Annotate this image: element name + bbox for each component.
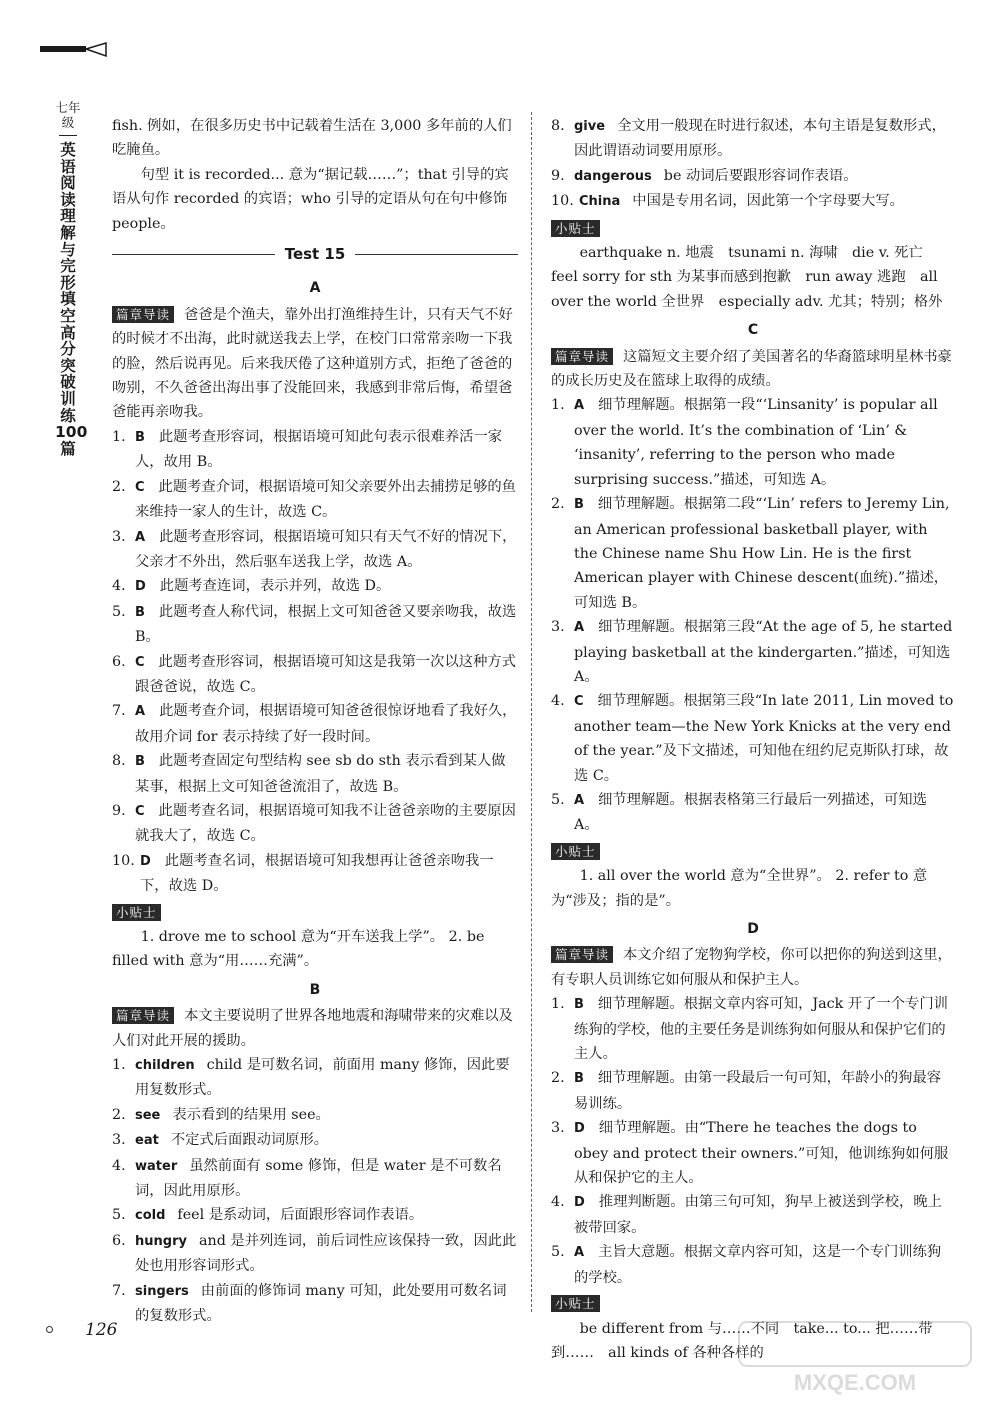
explanation: 细节理解题。根据第三段“At the age of 5, he started playing basketball at the kindergarten.”描述，可知选 A。 — [574, 619, 953, 685]
list-item — [112, 1103, 518, 1128]
item-number: 4. — [551, 693, 565, 710]
list-item — [112, 1053, 518, 1103]
answer-letter: B — [135, 754, 145, 770]
list-item — [551, 1190, 955, 1240]
answer-letter: C — [135, 654, 145, 670]
explanation: 细节理解题。根据第二段“‘Lin’ refers to Jeremy Lin, an American professional basketball player, with the Chinese name Shu How Lin. He is the first American player with Chinese descent(血统).”描述，可知选 B。 — [574, 496, 950, 611]
guide-badge: 篇章导读 — [112, 306, 174, 323]
tips-heading — [551, 1292, 955, 1316]
answer-letter: A — [574, 1245, 585, 1261]
item-number: 1. — [112, 428, 126, 445]
list-item — [551, 689, 955, 788]
intro-line: fish. 例如，在很多历史书中记载着生活在 3,000 多年前的人们吃腌鱼。 — [112, 118, 512, 159]
item-number: 2. — [112, 1106, 126, 1123]
page-number: 126 — [85, 1320, 118, 1340]
tips-text: earthquake n. 地震 tsunami n. 海啸 die v. 死亡 feel sorry for sth 为某事而感到抱歉 run away 逃跑 all over the world 全世界 especially adv. 尤其；特别；格外 — [551, 245, 943, 310]
answer-word: hungry — [135, 1233, 187, 1249]
test-heading — [112, 242, 518, 266]
explanation: child 是可数名词，前面用 many 修饰，因此要用复数形式。 — [135, 1057, 510, 1099]
sidebar-divider — [59, 135, 77, 136]
list-item — [112, 1128, 518, 1153]
answer-letter: D — [140, 853, 151, 869]
list-item — [112, 574, 518, 599]
item-number: 9. — [112, 802, 126, 819]
explanation: 此题考查形容词，根据语境可知此句表示很难养活一家人，故用 B。 — [135, 428, 503, 471]
section-heading-a: A — [309, 280, 321, 297]
list-item — [112, 1279, 518, 1329]
explanation: 主旨大意题。根据文章内容可知，这是一个专门训练狗的学校。 — [574, 1244, 942, 1286]
list-item — [112, 1203, 518, 1228]
answer-letter: B — [574, 497, 584, 513]
guide-badge: 篇章导读 — [112, 1007, 174, 1024]
answer-letter: A — [574, 792, 585, 808]
explanation: 表示看到的结果用 see。 — [172, 1106, 330, 1123]
list-item — [112, 849, 518, 899]
list-item — [551, 788, 955, 838]
answer-letter: A — [135, 704, 146, 720]
explanation: 细节理解题。根据表格第三行最后一列描述，可知选 A。 — [574, 791, 927, 834]
guide-paragraph — [112, 303, 518, 425]
test-title: Test 15 — [284, 245, 346, 264]
book-title: 英语阅读理解与完形填空高分突破训练100篇 — [55, 141, 88, 458]
explanation: 此题考查连词，表示并列，故选 D。 — [159, 578, 391, 595]
book-logo-icon — [40, 40, 108, 60]
item-number: 6. — [112, 653, 126, 670]
explanation: 推理判断题。由第三句可知，狗早上被送到学校，晚上被带回家。 — [574, 1194, 942, 1236]
list-item — [112, 475, 518, 525]
item-number: 5. — [112, 1207, 126, 1224]
right-column — [551, 114, 955, 1365]
list-item — [112, 799, 518, 849]
answer-word: water — [135, 1158, 178, 1174]
list-item — [551, 189, 955, 214]
tips-heading — [551, 840, 955, 864]
list-item — [112, 425, 518, 475]
guide-text: 本文主要说明了世界各地地震和海啸带来的灾难以及人们对此开展的援助。 — [112, 1008, 513, 1049]
heading-rule — [112, 254, 275, 255]
left-column — [112, 114, 518, 1329]
explanation: be 动词后要跟形容词作表语。 — [663, 167, 858, 184]
tips-badge: 小贴士 — [551, 220, 600, 237]
answer-word: see — [135, 1107, 161, 1123]
explanation: 此题考查名词，根据语境可知我不让爸爸亲吻的主要原因就我大了，故选 C。 — [135, 802, 516, 845]
item-number: 4. — [112, 578, 126, 595]
list-item — [551, 164, 955, 189]
guide-badge: 篇章导读 — [551, 348, 613, 365]
guide-paragraph — [551, 943, 955, 992]
answer-word: give — [574, 119, 606, 134]
item-number: 2. — [112, 478, 126, 495]
answer-letter: D — [135, 579, 146, 595]
item-number: 1. — [551, 397, 565, 414]
watermark — [735, 1318, 975, 1396]
item-number: 5. — [551, 1244, 565, 1261]
guide-text: 本文介绍了宠物狗学校，你可以把你的狗送到这里，有专职人员训练它如何服从和保护主人。 — [551, 947, 952, 988]
explanation: 不定式后面跟动词原形。 — [170, 1132, 329, 1149]
item-number: 4. — [112, 1157, 126, 1174]
tips-text: be different from 与……不同 take... to... 把……带到…… all kinds of 各种各样的 — [551, 1320, 933, 1361]
intro-line: 句型 it is recorded... 意为“据记载……”；that 引导的宾语从句作 recorded 的宾语；who 引导的定语从句在句中修饰 people。 — [112, 166, 509, 232]
item-number: 3. — [112, 528, 126, 545]
explanation: 细节理解题。根据第三段“In late 2011, Lin moved to another team—the New York Knicks at the very end of the year.”及下文描述，可知他在纽约尼克斯队打球，故选 C。 — [574, 693, 954, 784]
guide-badge: 篇章导读 — [551, 946, 613, 963]
guide-text: 爸爸是个渔夫，靠外出打渔维持生计，只有天气不好的时候才不出海，此时就送我去上学，在校门口常常亲吻一下我的脸，然后说再见。后来我厌倦了这种道别方式，拒绝了爸爸的吻别，不久爸爸出海出事了没能回来，我感到非常后悔，希望爸爸能再亲吻我。 — [112, 306, 513, 421]
answer-list-d — [551, 992, 955, 1290]
explanation: 此题考查形容词，根据语境可知这是我第一次以这种方式跟爸爸说，故选 C。 — [135, 653, 516, 695]
item-number: 4. — [551, 1194, 565, 1211]
answer-word: children — [135, 1058, 195, 1074]
answer-letter: B — [574, 1071, 584, 1087]
explanation: 此题考查人称代词，根据上文可知爸爸又要亲吻我，故选 B。 — [135, 603, 517, 646]
item-number: 3. — [551, 619, 565, 636]
sidebar — [55, 100, 88, 458]
item-number: 3. — [112, 1132, 126, 1149]
explanation: 由前面的修饰词 many 可知，此处要用可数名词的复数形式。 — [135, 1282, 507, 1325]
explanation: 全文用一般现在时进行叙述，本句主语是复数形式，因此谓语动词要用原形。 — [574, 118, 946, 160]
list-item — [551, 1240, 955, 1290]
list-item — [112, 600, 518, 650]
list-item — [551, 992, 955, 1066]
answer-letter: D — [574, 1195, 585, 1211]
item-number: 8. — [112, 753, 126, 770]
item-number: 1. — [112, 1057, 126, 1074]
answer-word: China — [579, 194, 621, 210]
answer-list-a — [112, 425, 518, 899]
explanation: 此题考查介词，根据语境可知父亲要外出去捕捞足够的鱼来维持一家人的生计，故选 C。 — [135, 478, 516, 521]
answer-letter: B — [574, 997, 584, 1013]
answer-letter: C — [135, 803, 145, 819]
section-heading-d: D — [747, 921, 759, 937]
answer-letter: D — [574, 1121, 585, 1137]
answer-letter: A — [135, 529, 146, 545]
explanation: and 是并列连词，前后词性应该保持一致，因此此处也用形容词形式。 — [135, 1232, 517, 1275]
item-number: 6. — [112, 1232, 126, 1249]
list-item — [551, 1116, 955, 1190]
answer-letter: A — [574, 398, 585, 414]
answer-letter: B — [135, 429, 145, 445]
answer-letter: A — [574, 620, 585, 636]
answer-word: eat — [135, 1133, 159, 1149]
section-heading-c: C — [747, 322, 759, 339]
list-item — [112, 749, 518, 799]
page-marker-icon — [46, 1326, 53, 1333]
item-number: 5. — [551, 791, 565, 808]
item-number: 2. — [551, 496, 565, 513]
explanation: 此题考查名词，根据语境可知我想再让爸爸亲吻我一下，故选 D。 — [140, 852, 494, 895]
list-item — [551, 615, 955, 689]
section-heading-b: B — [309, 981, 321, 998]
explanation: 虽然前面有 some 修饰，但是 water 是不可数名词，因此用原形。 — [135, 1157, 502, 1200]
guide-paragraph — [112, 1004, 518, 1053]
item-number: 2. — [551, 1070, 565, 1087]
answer-list-c — [551, 393, 955, 837]
item-number: 7. — [112, 1282, 126, 1299]
list-item — [112, 1154, 518, 1204]
answer-letter: C — [135, 479, 145, 495]
explanation: 此题考查介词，根据语境可知爸爸很惊讶地看了我好久，故用介词 for 表示持续了好一段时间。 — [135, 703, 517, 745]
answer-word: dangerous — [574, 168, 652, 184]
explanation: 细节理解题。根据第一段“‘Linsanity’ is popular all over the world. It’s the combination of ‘Lin’ & ‘insanity’, referring to the person who made surprising success.”描述，可知选 A。 — [574, 397, 938, 488]
tips-heading — [551, 217, 955, 241]
answer-letter: B — [135, 604, 145, 620]
list-item — [551, 1066, 955, 1116]
list-item — [112, 699, 518, 749]
tips-heading — [112, 901, 518, 925]
answer-list-b-continued — [551, 114, 955, 215]
watermark-text: MXQE.COM — [793, 1370, 917, 1395]
guide-text: 这篇短文主要介绍了美国著名的华裔篮球明星林书豪的成长历史及在篮球上取得的成绩。 — [551, 348, 952, 390]
list-item — [551, 393, 955, 492]
item-number: 10. — [112, 852, 135, 869]
column-divider — [531, 112, 532, 1312]
item-number: 8. — [551, 118, 565, 134]
tips-text: 1. drove me to school 意为“开车送我上学”。 2. be filled with 意为“用……充满”。 — [112, 929, 485, 970]
explanation: 细节理解题。由第一段最后一句可知，年龄小的狗最容易训练。 — [574, 1070, 942, 1112]
grade-label: 七年级 — [55, 100, 81, 130]
explanation: 细节理解题。根据文章内容可知，Jack 开了一个专门训练狗的学校，他的主要任务是训练狗如何服从和保护它们的主人。 — [574, 996, 948, 1063]
item-number: 7. — [112, 703, 126, 720]
list-item — [551, 492, 955, 615]
tips-text: 1. all over the world 意为“全世界”。 2. refer to 意为“涉及；指的是”。 — [551, 868, 928, 909]
item-number: 10. — [551, 193, 574, 210]
heading-rule — [355, 254, 518, 255]
explanation: 此题考查固定句型结构 see sb do sth 表示看到某人做某事，根据上文可知爸爸流泪了，故选 B。 — [135, 753, 506, 795]
item-number: 9. — [551, 167, 565, 184]
tips-badge: 小贴士 — [112, 904, 161, 921]
item-number: 3. — [551, 1120, 565, 1137]
answer-word: cold — [135, 1208, 166, 1224]
item-number: 1. — [551, 996, 565, 1013]
tips-badge: 小贴士 — [551, 843, 600, 860]
tips-badge: 小贴士 — [551, 1295, 600, 1312]
explanation: 此题考查形容词，根据语境可知只有天气不好的情况下，父亲才不外出，然后驱车送我上学，故选 A。 — [135, 528, 517, 570]
list-item — [112, 1229, 518, 1279]
answer-word: singers — [135, 1283, 189, 1299]
answer-letter: C — [574, 694, 584, 710]
explanation: 中国是专用名词，因此第一个字母要大写。 — [632, 193, 904, 210]
explanation: 细节理解题。由“There he teaches the dogs to obey and protect their owners.”可知，他训练狗如何服从和保护它的主人。 — [574, 1120, 949, 1187]
explanation: feel 是系动词，后面跟形容词作表语。 — [177, 1207, 424, 1224]
guide-paragraph — [551, 345, 955, 394]
list-item — [112, 650, 518, 700]
list-item — [112, 525, 518, 575]
item-number: 5. — [112, 603, 126, 620]
list-item — [551, 114, 955, 164]
answer-list-b — [112, 1053, 518, 1328]
